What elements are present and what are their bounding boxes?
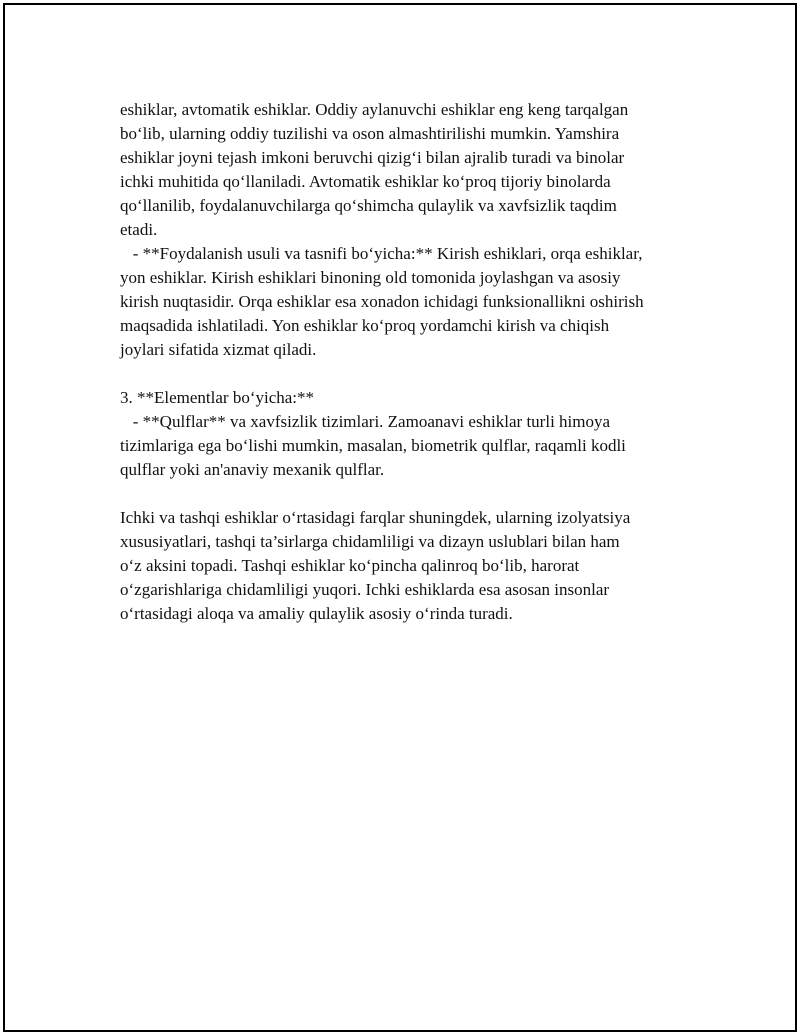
text-line: Ichki va tashqi eshiklar o‘rtasidagi farqlar shuningdek, ularning izolyatsiya [120, 508, 631, 527]
text-line: etadi. [120, 220, 158, 239]
text-line: ichki muhitida qo‘llaniladi. Avtomatik eshiklar ko‘proq tijoriy binolarda [120, 172, 611, 191]
text-line: o‘zgarishlariga chidamliligi yuqori. Ichki eshiklarda esa asosan insonlar [120, 580, 610, 599]
text-line: kirish nuqtasidir. Orqa eshiklar esa xonadon ichidagi funksionallikni oshirish [120, 292, 644, 311]
text-line: tizimlariga ega bo‘lishi mumkin, masalan, biometrik qulflar, raqamli kodli [120, 436, 626, 455]
text-line: qo‘llanilib, foydalanuvchilarga qo‘shimcha qulaylik va xavfsizlik taqdim [120, 196, 617, 215]
text-line: eshiklar joyni tejash imkoni beruvchi qizig‘i bilan ajralib turadi va binolar [120, 148, 625, 167]
text-line: yon eshiklar. Kirish eshiklari binoning old tomonida joylashgan va asosiy [120, 268, 621, 287]
document-page [3, 3, 797, 1032]
text-line: - **Qulflar** va xavfsizlik tizimlari. Zamoanavi eshiklar turli himoya [120, 412, 611, 431]
text-line: bo‘lib, ularning oddiy tuzilishi va oson almashtirilishi mumkin. Yamshira [120, 124, 620, 143]
paragraph-spacer [120, 362, 705, 386]
text-line: maqsadida ishlatiladi. Yon eshiklar ko‘proq yordamchi kirish va chiqish [120, 316, 610, 335]
text-line: o‘rtasidagi aloqa va amaliy qulaylik asosiy o‘rinda turadi. [120, 604, 513, 623]
text-line: o‘z aksini topadi. Tashqi eshiklar ko‘pincha qalinroq bo‘lib, harorat [120, 556, 580, 575]
document-body [120, 98, 705, 626]
text-line: - **Foydalanish usuli va tasnifi bo‘yicha:** Kirish eshiklari, orqa eshiklar, [120, 244, 643, 263]
text-line: 3. **Elementlar bo‘yicha:** [120, 388, 315, 407]
paragraph-spacer [120, 482, 705, 506]
text-line: eshiklar, avtomatik eshiklar. Oddiy aylanuvchi eshiklar eng keng tarqalgan [120, 100, 629, 119]
text-line: joylari sifatida xizmat qiladi. [120, 340, 317, 359]
paragraph-elements [120, 386, 705, 482]
paragraph-interior-exterior [120, 506, 705, 626]
text-line: xususiyatlari, tashqi ta’sirlarga chidamliligi va dizayn uslublari bilan ham [120, 532, 620, 551]
paragraph-door-types [120, 98, 705, 362]
text-line: qulflar yoki an'anaviy mexanik qulflar. [120, 460, 385, 479]
